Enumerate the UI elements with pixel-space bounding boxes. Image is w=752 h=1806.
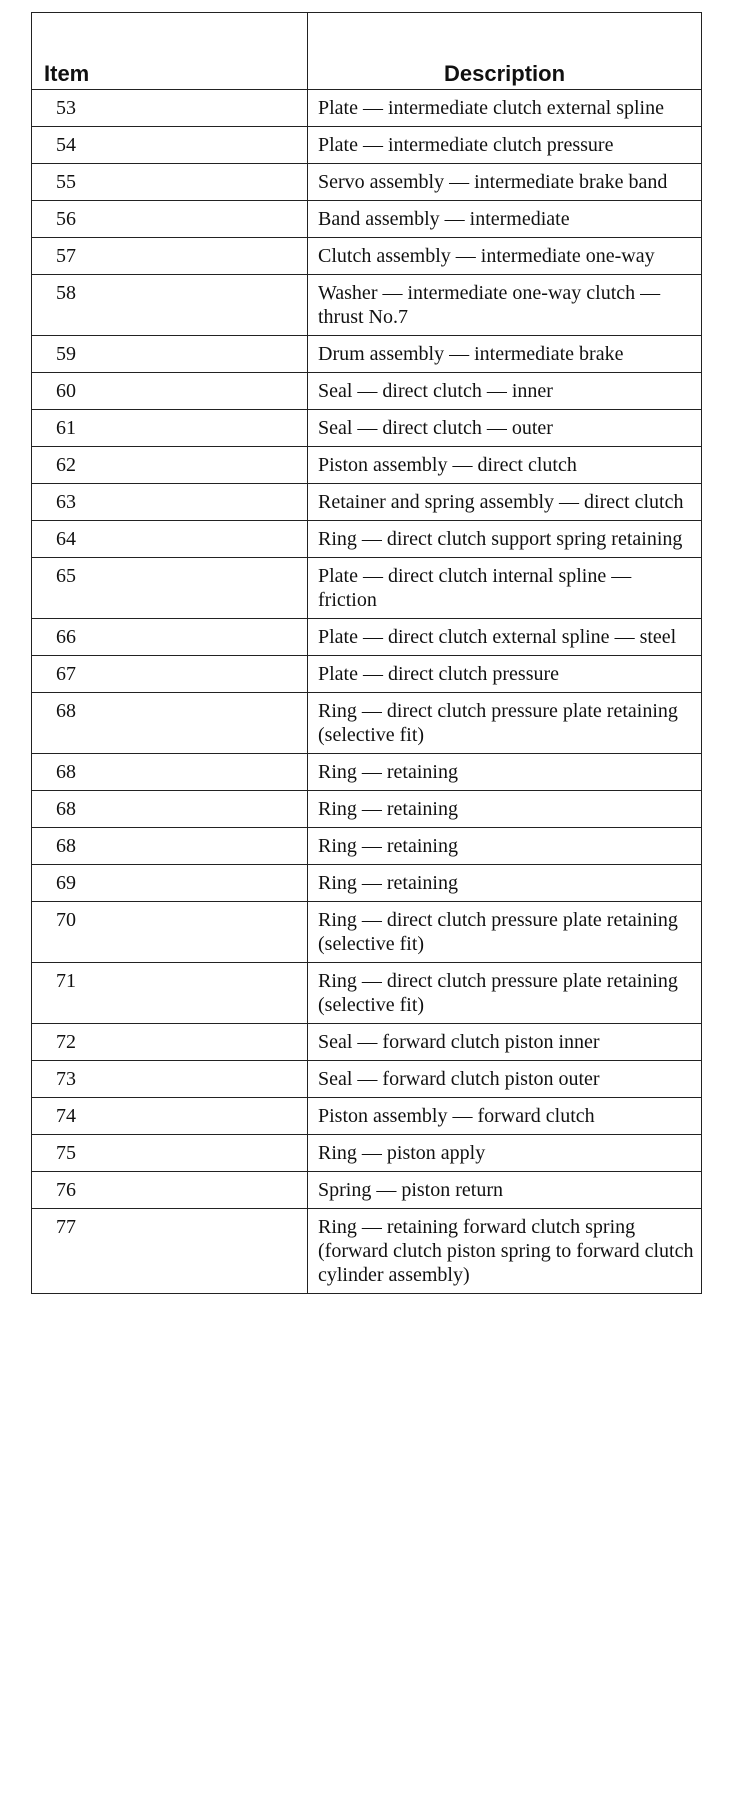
item-description: Ring — piston apply [308,1135,702,1172]
table-row [32,127,702,164]
item-description: Ring — retaining [308,754,702,791]
item-number: 68 [32,693,308,754]
item-number: 69 [32,865,308,902]
item-number: 72 [32,1024,308,1061]
item-number: 74 [32,1098,308,1135]
item-description: Clutch assembly — intermediate one-way [308,238,702,275]
item-description: Ring — retaining [308,828,702,865]
item-description: Plate — direct clutch internal spline — friction [308,558,702,619]
item-description: Seal — forward clutch piston outer [308,1061,702,1098]
item-description: Seal — direct clutch — outer [308,410,702,447]
item-number: 53 [32,90,308,127]
table-row [32,754,702,791]
table-row [32,619,702,656]
table-body [32,90,702,1294]
table-header [32,13,702,90]
table-row [32,902,702,963]
table-row [32,90,702,127]
table-row [32,238,702,275]
item-number: 54 [32,127,308,164]
table-row [32,1172,702,1209]
table-row [32,828,702,865]
item-description: Washer — intermediate one-way clutch — thrust No.7 [308,275,702,336]
item-number: 73 [32,1061,308,1098]
item-column-header: Item [32,13,308,90]
item-description: Plate — direct clutch pressure [308,656,702,693]
item-number: 64 [32,521,308,558]
item-number: 65 [32,558,308,619]
table-row [32,447,702,484]
item-number: 67 [32,656,308,693]
item-description: Ring — direct clutch pressure plate retaining (selective fit) [308,693,702,754]
description-column-header: Description [308,13,702,90]
item-description: Piston assembly — direct clutch [308,447,702,484]
table-row [32,693,702,754]
table-row [32,963,702,1024]
item-number: 71 [32,963,308,1024]
table-row [32,201,702,238]
item-number: 60 [32,373,308,410]
item-description: Servo assembly — intermediate brake band [308,164,702,201]
table-row [32,521,702,558]
table-row [32,865,702,902]
item-number: 58 [32,275,308,336]
item-number: 61 [32,410,308,447]
item-description: Ring — retaining [308,865,702,902]
table-row [32,373,702,410]
table-row [32,1024,702,1061]
item-number: 70 [32,902,308,963]
table-row [32,1135,702,1172]
item-description: Retainer and spring assembly — direct clutch [308,484,702,521]
table-row [32,1061,702,1098]
item-number: 77 [32,1209,308,1294]
parts-table [31,12,702,1294]
table-row [32,656,702,693]
item-description: Ring — retaining forward clutch spring (forward clutch piston spring to forward clutch cylinder assembly) [308,1209,702,1294]
item-number: 59 [32,336,308,373]
item-description: Ring — direct clutch pressure plate retaining (selective fit) [308,963,702,1024]
table-row [32,1209,702,1294]
table-row [32,164,702,201]
item-number: 55 [32,164,308,201]
item-number: 68 [32,828,308,865]
item-number: 56 [32,201,308,238]
item-description: Band assembly — intermediate [308,201,702,238]
item-description: Plate — direct clutch external spline — steel [308,619,702,656]
table-row [32,336,702,373]
table-row [32,791,702,828]
item-description: Piston assembly — forward clutch [308,1098,702,1135]
item-number: 63 [32,484,308,521]
item-description: Ring — direct clutch pressure plate retaining (selective fit) [308,902,702,963]
item-description: Seal — forward clutch piston inner [308,1024,702,1061]
table-row [32,275,702,336]
item-description: Ring — direct clutch support spring retaining [308,521,702,558]
table-row [32,558,702,619]
header-row [32,13,702,90]
item-number: 62 [32,447,308,484]
item-number: 66 [32,619,308,656]
item-description: Ring — retaining [308,791,702,828]
table-row [32,484,702,521]
item-number: 68 [32,754,308,791]
item-description: Seal — direct clutch — inner [308,373,702,410]
item-number: 76 [32,1172,308,1209]
item-description: Spring — piston return [308,1172,702,1209]
item-description: Drum assembly — intermediate brake [308,336,702,373]
table-row [32,1098,702,1135]
item-description: Plate — intermediate clutch pressure [308,127,702,164]
item-description: Plate — intermediate clutch external spline [308,90,702,127]
item-number: 57 [32,238,308,275]
table-row [32,410,702,447]
item-number: 68 [32,791,308,828]
item-number: 75 [32,1135,308,1172]
